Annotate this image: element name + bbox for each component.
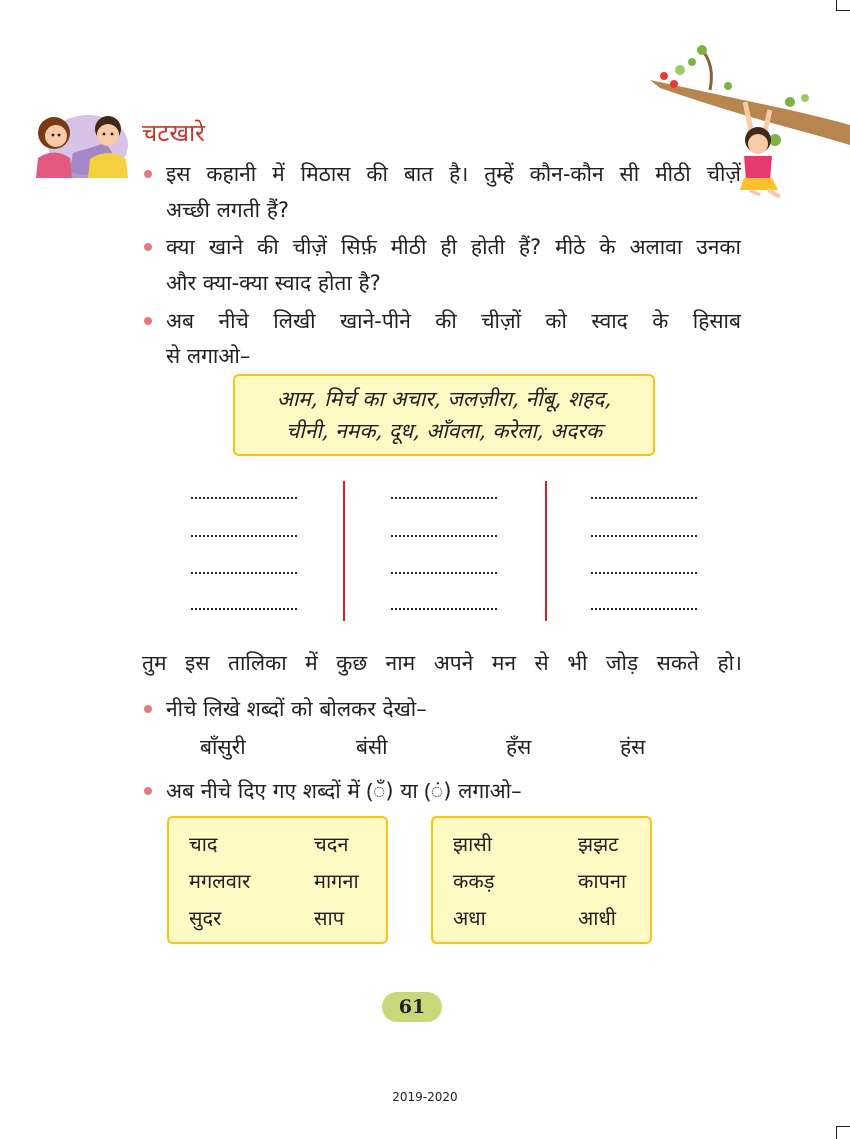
question-3-line-2: से लगाओ–	[166, 344, 251, 368]
word-item: मगलवार	[189, 869, 251, 893]
bullet-icon	[144, 317, 152, 325]
word-item: कापना	[578, 869, 627, 893]
answer-blank[interactable]	[190, 496, 298, 500]
bullet-icon	[144, 170, 152, 178]
speak-word: बाँसुरी	[200, 735, 246, 759]
answer-blank[interactable]	[190, 571, 298, 575]
answer-blank[interactable]	[590, 607, 698, 611]
bullet-icon	[144, 787, 152, 795]
answer-blank[interactable]	[190, 607, 298, 611]
crop-mark-top-right	[836, 0, 837, 10]
question-1-line-2: अच्छी लगती हैं?	[166, 198, 290, 222]
column-divider	[343, 481, 345, 621]
question-2-line-1: क्या खाने की चीज़ें सिर्फ़ मीठी ही होती हैं? मीठे के अलावा उनका	[166, 235, 741, 259]
answer-blank[interactable]	[390, 571, 498, 575]
crop-mark-top-right-h	[836, 10, 850, 11]
bullet-icon	[144, 243, 152, 251]
speak-word: हँस	[506, 735, 532, 759]
question-3-line-1: अब नीचे लिखी खाने-पीने की चीज़ों को स्वाद के हिसाब	[166, 309, 741, 333]
word-item: साप	[314, 906, 345, 930]
answer-blank[interactable]	[590, 571, 698, 575]
answer-blank[interactable]	[390, 534, 498, 538]
edition-year: 2019-2020	[392, 1090, 458, 1104]
food-items-line-1: आम, मिर्च का अचार, जलज़ीरा, नींबू, शहद,	[276, 387, 612, 411]
page-number: 61	[382, 992, 442, 1022]
answer-blank[interactable]	[590, 534, 698, 538]
speak-word: बंसी	[356, 735, 388, 759]
word-item: ककड़	[453, 869, 495, 893]
speak-prompt: नीचे लिखे शब्दों को बोलकर देखो–	[166, 697, 427, 721]
word-item: चदन	[314, 832, 349, 856]
crop-mark-bottom-right	[836, 1126, 837, 1139]
word-item: मागना	[314, 869, 359, 893]
table-note: तुम इस तालिका में कुछ नाम अपने मन से भी जोड़ सकते हो।	[142, 651, 742, 675]
word-item: झासी	[453, 832, 492, 856]
word-item: आधी	[578, 906, 616, 930]
word-item: चाद	[189, 832, 218, 856]
answer-blank[interactable]	[590, 496, 698, 500]
question-2-line-2: और क्या-क्या स्वाद होता है?	[166, 271, 381, 295]
mark-prompt: अब नीचे दिए गए शब्दों में (ँ) या (ं) लगाओ–	[166, 779, 522, 803]
word-item: अधा	[453, 906, 486, 930]
crop-mark-bottom-right-h	[836, 1126, 850, 1127]
food-items-line-2: चीनी, नमक, दूध, आँवला, करेला, अदरक	[285, 419, 603, 443]
children-talking-illustration	[28, 103, 138, 178]
word-box-left	[167, 816, 388, 944]
food-items-box	[233, 374, 655, 456]
question-1-line-1: इस कहानी में मिठास की बात है। तुम्हें कौन-कौन सी मीठी चीज़ें	[166, 162, 741, 186]
answer-blank[interactable]	[390, 607, 498, 611]
bullet-icon	[144, 705, 152, 713]
word-box-right	[431, 816, 652, 944]
word-item: झझट	[578, 832, 619, 856]
column-divider	[545, 481, 547, 621]
section-title: चटखारे	[142, 119, 205, 147]
answer-blank[interactable]	[190, 534, 298, 538]
speak-word: हंस	[620, 735, 646, 759]
answer-blank[interactable]	[390, 496, 498, 500]
word-item: सुदर	[189, 906, 222, 930]
